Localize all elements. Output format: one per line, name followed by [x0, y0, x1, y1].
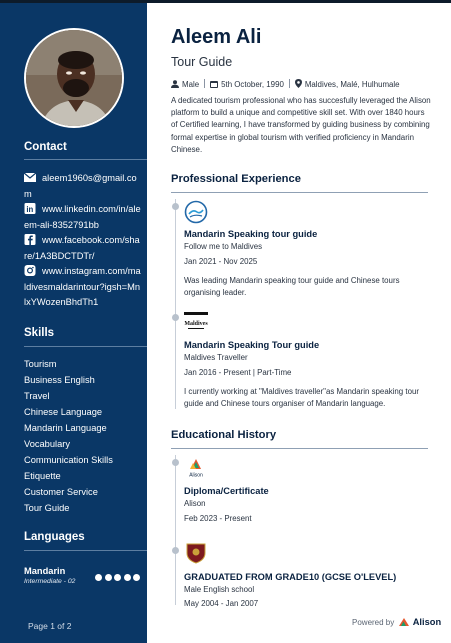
experience-divider	[171, 192, 428, 193]
timeline-dot	[172, 459, 179, 466]
education-heading: Educational History	[171, 429, 277, 441]
education-org: Male English school	[184, 585, 255, 594]
skill-item: Etiquette	[24, 471, 61, 481]
school-crest-logo	[184, 541, 208, 565]
skill-item: Chinese Language	[24, 407, 103, 417]
languages-heading: Languages	[24, 531, 85, 543]
skills-divider	[24, 346, 147, 347]
facebook-link[interactable]: www.facebook.com/share/1A3BDCTDTr/	[24, 235, 140, 261]
location: Maldives, Malé, Hulhumale	[304, 80, 400, 89]
job-title: Tour Guide	[171, 55, 233, 69]
experience-org: Maldives Traveller	[184, 353, 248, 362]
timeline-dot	[172, 203, 179, 210]
facebook-icon	[24, 234, 36, 245]
skill-item: Business English	[24, 375, 95, 385]
follow-me-to-maldives-logo	[184, 200, 208, 224]
education-title: Diploma/Certificate	[184, 486, 269, 496]
gender: Male	[182, 80, 200, 89]
education-title: GRADUATED FROM GRADE10 (GCSE O'LEVEL)	[184, 572, 397, 582]
instagram-link[interactable]: www.instagram.com/maldivesmaldarintour?igsh=MnlxYWozenBhdTh1	[24, 266, 141, 307]
education-org: Alison	[184, 499, 206, 508]
personal-details	[171, 79, 400, 89]
rating-dot	[105, 574, 112, 581]
skill-item: Vocabulary	[24, 439, 70, 449]
powered-by: Powered by Alison	[352, 617, 442, 627]
maldives-logo-text: Maldives	[184, 321, 208, 327]
alison-logo-text: Alison	[189, 472, 203, 479]
experience-description: I currently working at "Maldives traveller"as Mandarin speaking tour guide and Chinese tours organiser of Mandarin language.	[184, 387, 419, 409]
linkedin-icon	[24, 203, 36, 214]
linkedin-link[interactable]: in www.linkedin.com/in/aleem-ali-8352791bb	[24, 204, 141, 230]
sidebar	[0, 3, 147, 643]
experience-title: Mandarin Speaking Tour guide	[184, 340, 320, 350]
experience-org: Follow me to Maldives	[184, 242, 263, 251]
experience-timeline	[175, 199, 176, 409]
skill-item: Mandarin Language	[24, 423, 107, 433]
rating-dot	[133, 574, 140, 581]
skill-item: Tourism	[24, 359, 57, 369]
date-of-birth: 5th October, 1990	[221, 80, 284, 89]
skill-item: Travel	[24, 391, 50, 401]
contact-heading: Contact	[24, 141, 67, 153]
rating-dot	[114, 574, 121, 581]
education-divider	[171, 448, 428, 449]
skill-item: Tour Guide	[24, 503, 70, 513]
instagram-icon	[24, 265, 36, 276]
location-pin-icon	[295, 79, 302, 88]
experience-title: Mandarin Speaking tour guide	[184, 229, 318, 239]
person-icon	[171, 80, 179, 88]
education-timeline	[175, 455, 176, 605]
timeline-dot	[172, 314, 179, 321]
maldives-traveller-logo	[184, 310, 208, 334]
skills-heading: Skills	[24, 327, 55, 339]
skill-item: Communication Skills	[24, 455, 113, 465]
rating-dot	[95, 574, 102, 581]
alison-brand: Alison	[412, 617, 442, 627]
email-link[interactable]: aleem1960s@gmail.com	[24, 173, 137, 199]
experience-description: Was leading Mandarin speaking tour guide and Chinese tours organising leader.	[184, 276, 400, 298]
calendar-icon	[210, 80, 218, 88]
skill-item: Customer Service	[24, 487, 98, 497]
language-rating	[95, 568, 143, 586]
email-icon	[24, 172, 36, 183]
experience-dates: Jan 2021 - Nov 2025	[184, 257, 258, 266]
rating-dot	[124, 574, 131, 581]
education-dates: May 2004 - Jan 2007	[184, 599, 259, 608]
page-number: Page 1 of 2	[28, 621, 72, 631]
svg-text:in: in	[26, 205, 34, 214]
language-level: Intermediate - 02	[24, 578, 76, 585]
education-dates: Feb 2023 - Present	[184, 514, 252, 523]
person-name: Aleem Ali	[171, 26, 262, 48]
language-name: Mandarin	[24, 566, 66, 576]
profile-summary: A dedicated tourism professional who has succesfully leveraged the Alison platform to build a unique and competitive skill set. With over 1840 hours of Certified learning, I have transformed by guiding business by combining formal expertise in global tourism with verified proficiency in Mandarin Chinese.	[171, 96, 431, 154]
alison-logo	[184, 456, 208, 480]
experience-heading: Professional Experience	[171, 173, 301, 185]
experience-dates: Jan 2016 - Present | Part-Time	[184, 368, 292, 377]
timeline-dot	[172, 547, 179, 554]
languages-divider	[24, 550, 147, 551]
contact-divider	[24, 159, 147, 160]
alison-mark-icon	[399, 618, 409, 626]
profile-photo	[24, 28, 124, 128]
